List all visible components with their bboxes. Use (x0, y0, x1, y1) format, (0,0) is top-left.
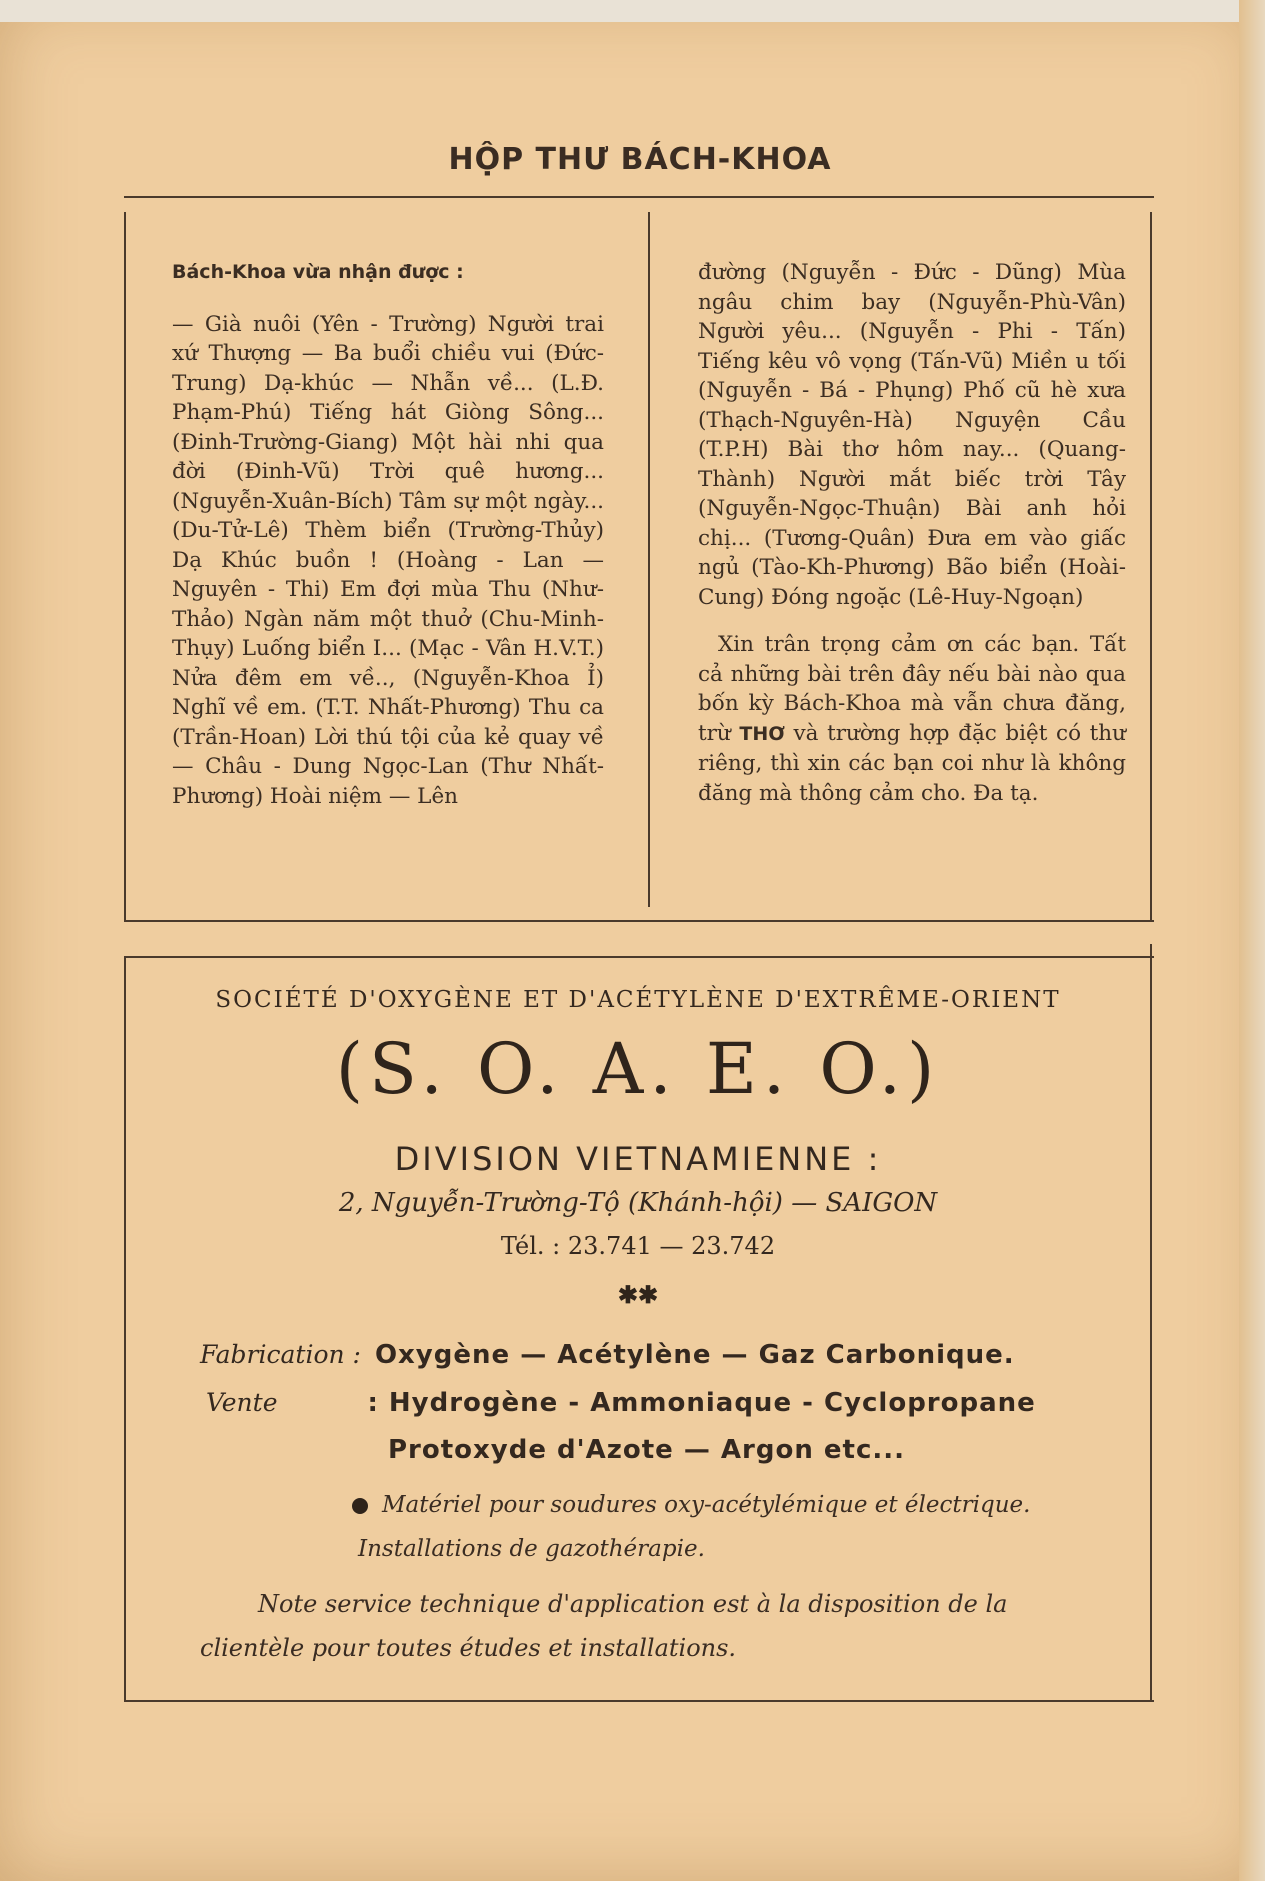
materiel-line-2: Installations de gazothérapie. (358, 1536, 705, 1562)
vente-row (206, 1388, 1036, 1418)
vente-label: Vente (206, 1388, 278, 1417)
vente-row-2 (388, 1435, 905, 1465)
paper-top-edge (0, 0, 1265, 22)
page-title: HỘP THƯ BÁCH-KHOA (448, 142, 832, 177)
vente-products-line-1: : Hydrogène - Ammoniaque - Cyclopropane (367, 1388, 1036, 1418)
received-heading: Bách-Khoa vừa nhận được : (172, 261, 464, 283)
received-list-left: — Già nuôi (Yên - Trường) Người trai xứ Thượng — Ba buổi chiều vui (Đức-Trung) Dạ-khúc — Nhẫn về... (L.Đ. Phạm-Phú) Tiếng hát Giòng Sông... (Đinh-Trường-Giang) Một hài nhi qua đời (Đinh-Vũ) Trời quê hương... (Nguyễn-Xuân-Bích) Tâm sự một ngày... (Du-Tử-Lê) Thèm biển (Trường-Thủy) Dạ Khúc buồn ! (Hoàng - Lan — Nguyên - Thi) Em đợi mùa Thu (Như-Thảo) Ngàn năm một thuở (Chu-Minh-Thụy) Luống biển I... (Mạc - Vân H.V.T.) Nửa đêm em về.., (Nguyễn-Khoa Ỉ) Nghĩ về em. (T.T. Nhất-Phương) Thu ca (Trần-Hoan) Lời thú tội của kẻ quay về — Châu - Dung Ngọc-Lan (Thư Nhất-Phương) Hoài niệm — Lên (172, 311, 604, 809)
service-line-1: Note service technique d'application est à la disposition de la (258, 1590, 1008, 1618)
received-list-right: đường (Nguyễn - Đức - Dũng) Mùa ngâu chim bay (Nguyễn-Phù-Vân) Người yêu... (Nguyễn - Phi - Tấn) Tiếng kêu vô vọng (Tấn-Vũ) Miền u tối (Nguyễn - Bá - Phụng) Phố cũ hè xưa (Thạch-Nguyên-Hà) Nguyện Cầu (T.P.H) Bài thơ hôm nay... (Quang-Thành) Người mắt biếc trời Tây (Nguyễn-Ngọc-Thuận) Bài anh hỏi chị... (Tương-Quân) Đưa em vào giấc ngủ (Tào-Kh-Phương) Bão biển (Hoài-Cung) Đóng ngoặc (Lê-Huy-Ngoạn) (698, 260, 1126, 610)
mailbox-bottom-rule (124, 920, 1154, 922)
mailbox-left-rule (124, 212, 126, 920)
thanks-note (698, 630, 1126, 808)
fabrication-label: Fabrication : (200, 1340, 361, 1369)
ad-top-rule (124, 956, 1154, 958)
mailbox-center-rule (648, 212, 650, 907)
ad-company-acronym: (S. O. A. E. O.) (335, 1028, 941, 1110)
thanks-text-start: Xin trân trọng cảm ơn các bạn. Tất cả những bài trên đây nếu bài nào qua bốn kỳ Bách-Khoa mà vẫn chưa đăng, trừ (698, 632, 1126, 746)
ad-division: DIVISION VIETNAMIENNE : (394, 1140, 882, 1178)
fabrication-products: Oxygène — Acétylène — Gaz Carbonique. (374, 1340, 1015, 1370)
ad-bottom-rule (124, 1700, 1154, 1702)
thanks-text-end: và trường hợp đặc biệt có thư riêng, thì xin các bạn coi như là không đăng mà thông cảm cho. Đa tạ. (698, 720, 1126, 806)
ad-phone: Tél. : 23.741 — 23.742 (500, 1232, 776, 1260)
mailbox-right-column (698, 258, 1126, 808)
mailbox-top-rule (124, 196, 1154, 198)
ad-star-ornament: ✱✱ (617, 1280, 659, 1309)
mailbox-left-column (172, 258, 604, 811)
bullet-icon (352, 1498, 368, 1514)
ad-company-name: SOCIÉTÉ D'OXYGÈNE ET D'ACÉTYLÈNE D'EXTRÊME-ORIENT (215, 987, 1061, 1013)
paper-right-edge (1239, 0, 1265, 1881)
materiel-line-1 (352, 1492, 1030, 1518)
service-line-2: clientèle pour toutes études et installations. (200, 1634, 737, 1662)
thanks-tho: THƠ (739, 722, 785, 745)
ad-address: 2, Nguyễn-Trường-Tộ (Khánh-hội) — SAIGON (338, 1188, 938, 1218)
mailbox-right-rule (1150, 212, 1152, 920)
materiel-text-1: Matériel pour soudures oxy-acétylémique et électrique. (382, 1492, 1031, 1518)
fabrication-row (200, 1340, 1015, 1370)
vente-products-line-2: Protoxyde d'Azote — Argon etc... (388, 1435, 905, 1465)
